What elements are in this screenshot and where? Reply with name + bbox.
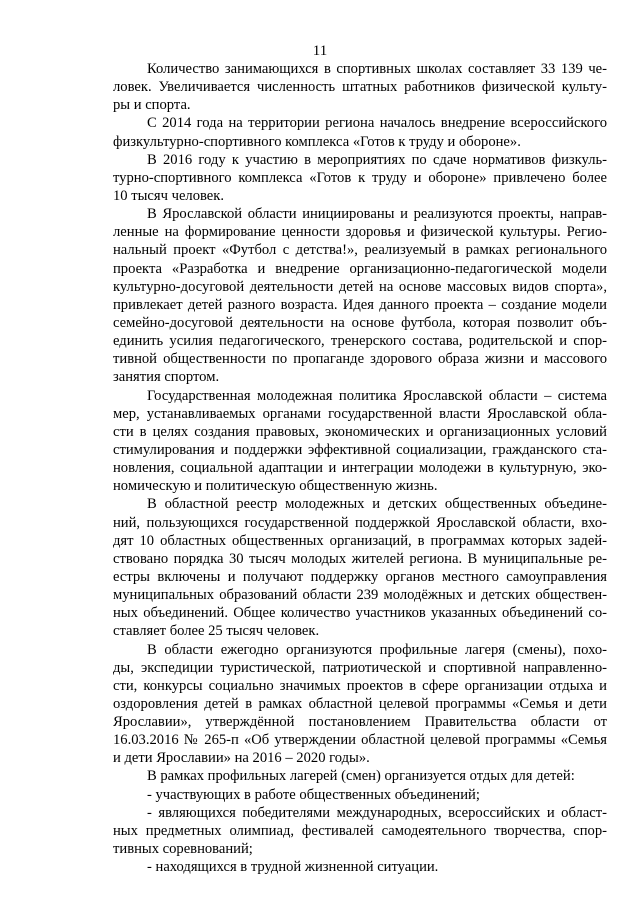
text-line: ды, экспедиции туристической, патриотической и спортивной направленно- bbox=[113, 659, 607, 676]
text-line: ры и спорта. bbox=[113, 97, 191, 114]
paragraph bbox=[113, 205, 607, 386]
text-line: В областной реестр молодежных и детских общественных объедине- bbox=[147, 496, 607, 513]
paragraph bbox=[113, 641, 607, 768]
text-line: ных объединений. Общее количество участников указанных объединений со- bbox=[113, 605, 607, 622]
text-line: ных предметных олимпиад, фестивалей самодеятельного творчества, спор- bbox=[113, 822, 607, 839]
text-line: мер, устанавливаемых органами государственной власти Ярославской обла- bbox=[113, 405, 607, 422]
paragraph bbox=[113, 786, 607, 804]
text-line: 10 тысяч человек. bbox=[113, 187, 225, 204]
paragraph bbox=[113, 387, 607, 496]
text-line: Ярославии», утверждённой постановлением Правительства области от bbox=[113, 714, 607, 731]
paragraph bbox=[113, 60, 607, 114]
text-line: ний, пользующихся государственной поддержкой Ярославской области, вхо- bbox=[113, 514, 607, 531]
text-line: ставляет более 25 тысяч человек. bbox=[113, 623, 320, 640]
text-line: единить усилия педагогического, тренерского состава, родительской и спор- bbox=[113, 333, 607, 350]
text-line: В Ярославской области инициированы и реализуются проекты, направ- bbox=[147, 206, 607, 223]
text-line: турно-спортивного комплекса «Готов к труду и обороне» привлечено более bbox=[113, 169, 607, 186]
text-line: - являющихся победителями международных, всероссийских и област- bbox=[147, 804, 607, 821]
text-line: стимулирования и поддержки эффективной социализации, гражданского ста- bbox=[113, 441, 607, 458]
text-line: нальный проект «Футбол с детства!», реализуемый в рамках регионального bbox=[113, 242, 607, 259]
text-line: сти, конкурсы социально значимых проектов в сфере организации отдыха и bbox=[113, 677, 607, 694]
text-line: семейно-досуговой деятельности на основе футбола, которая позволит объ- bbox=[113, 314, 607, 331]
text-line: Количество занимающихся в спортивных школах составляет 33 139 че- bbox=[147, 61, 607, 77]
text-line: В рамках профильных лагерей (смен) организуется отдых для детей: bbox=[147, 768, 575, 785]
text-line: тивной общественности по пропаганде здорового образа жизни и массового bbox=[113, 351, 607, 368]
text-line: 16.03.2016 № 265-п «Об утверждении областной целевой программы «Семья bbox=[113, 732, 607, 749]
text-line: В области ежегодно организуются профильные лагеря (смены), похо- bbox=[147, 641, 607, 658]
text-line: - участвующих в работе общественных объединений; bbox=[147, 786, 480, 803]
document-body bbox=[113, 60, 607, 876]
paragraph bbox=[113, 767, 607, 785]
text-line: номическую и политическую общественную жизнь. bbox=[113, 478, 438, 495]
text-line: проекта «Разработка и внедрение организационно-педагогической модели bbox=[113, 260, 607, 277]
text-line: С 2014 года на территории региона началось внедрение всероссийского bbox=[147, 115, 607, 132]
text-line: В 2016 году к участию в мероприятиях по сдаче нормативов физкуль- bbox=[147, 151, 607, 168]
text-line: Государственная молодежная политика Ярославской области – система bbox=[147, 387, 607, 404]
text-line: культурно-досуговой деятельности детей на основе массовых видов спорта», bbox=[113, 278, 607, 295]
text-line: физкультурно-спортивного комплекса «Готов к труду и обороне». bbox=[113, 133, 521, 150]
text-line: привлекает детей разного возраста. Идея данного проекта – создание модели bbox=[113, 296, 607, 313]
paragraph bbox=[113, 495, 607, 640]
text-line: дят 10 областных общественных организаций, в программах которых задей- bbox=[113, 532, 607, 549]
paragraph bbox=[113, 804, 607, 858]
page-number: 11 bbox=[312, 43, 328, 59]
paragraph bbox=[113, 858, 607, 876]
text-line: и дети Ярославии» на 2016 – 2020 годы». bbox=[113, 750, 370, 767]
text-line: занятия спортом. bbox=[113, 369, 220, 386]
text-line: муниципальных образований области 239 молодёжных и детских обществен- bbox=[113, 587, 607, 604]
text-line: тивных соревнований; bbox=[113, 841, 253, 858]
text-line: ленные на формирование ценности здоровья и физической культуры. Регио- bbox=[113, 224, 607, 241]
text-line: естры включены и получают поддержку органов местного самоуправления bbox=[113, 568, 607, 585]
text-line: ствовано порядка 30 тысяч молодых жителей региона. В муниципальные ре- bbox=[113, 550, 607, 567]
text-line: оздоровления детей в рамках областной целевой программы «Семья и дети bbox=[113, 695, 607, 712]
text-line: - находящихся в трудной жизненной ситуации. bbox=[147, 859, 439, 876]
paragraph bbox=[113, 114, 607, 150]
text-line: новления, социальной адаптации и интеграции молодежи в культурную, эко- bbox=[113, 460, 607, 477]
paragraph bbox=[113, 151, 607, 205]
text-line: ловек. Увеличивается численность штатных работников физической культу- bbox=[113, 79, 607, 96]
text-line: сти в целях создания правовых, экономических и организационных условий bbox=[113, 423, 607, 440]
